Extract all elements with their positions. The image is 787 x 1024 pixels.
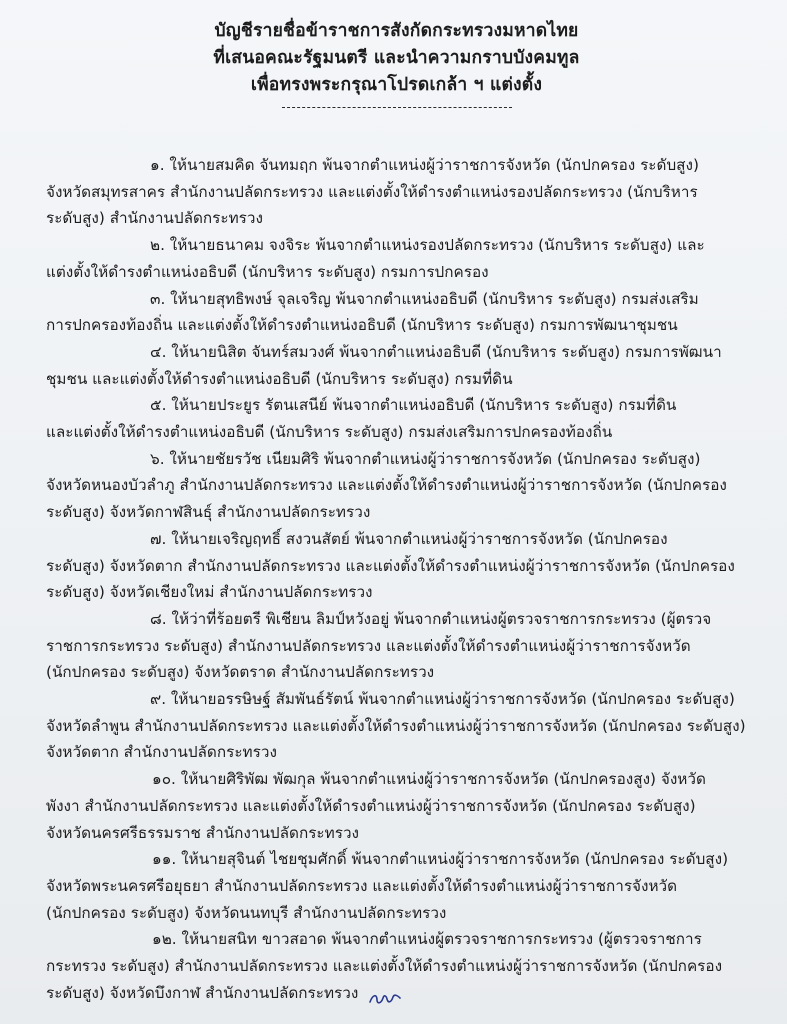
item-line: จังหวัดพระนครศรีอยุธยา สำนักงานปลัดกระทรวง และแต่งตั้งให้ดำรงตำแหน่งผู้ว่าราชการจังหวัด (46, 876, 678, 895)
title-line-1: บัญชีรายชื่อข้าราชการสังกัดกระทรวงมหาดไทย (214, 21, 579, 41)
item-line: ระดับสูง) จังหวัดกาฬสินธุ์ สำนักงานปลัดกระทรวง (46, 503, 371, 522)
item-line: ๑๐. ให้นายศิริพัฒ พัฒกุล พ้นจากตำแหน่งผู้ว่าราชการจังหวัด (นักปกครองสูง) จังหวัด (152, 770, 706, 789)
item-line: ๓. ให้นายสุทธิพงษ์ จุลเจริญ พ้นจากตำแหน่งอธิบดี (นักบริหาร ระดับสูง) กรมส่งเสริม (150, 289, 699, 308)
appointment-item-5 (46, 392, 747, 445)
item-line: ๕. ให้นายประยูร รัตนเสนีย์ พ้นจากตำแหน่งอธิบดี (นักบริหาร ระดับสูง) กรมที่ดิน (150, 396, 677, 415)
item-line: จังหวัดสมุทรสาคร สำนักงานปลัดกระทรวง และแต่งตั้งให้ดำรงตำแหน่งรองปลัดกระทรวง (นักบริหาร (46, 182, 698, 201)
item-line: (นักปกครอง ระดับสูง) จังหวัดนนทบุรี สำนักงานปลัดกระทรวง (46, 903, 447, 922)
item-line: การปกครองท้องถิ่น และแต่งตั้งให้ดำรงตำแหน่งอธิบดี (นักบริหาร ระดับสูง) กรมการพัฒนาชุมชน (46, 316, 678, 335)
item-line: ราชการกระทรวง ระดับสูง) สำนักงานปลัดกระทรวง และแต่งตั้งให้ดำรงตำแหน่งผู้ว่าราชการจังหวัด (46, 636, 691, 655)
item-line: ๗. ให้นายเจริญฤทธิ์ สงวนสัตย์ พ้นจากตำแหน่งผู้ว่าราชการจังหวัด (นักปกครอง (150, 529, 668, 548)
appointment-item-7 (46, 526, 747, 606)
appointment-item-6 (46, 446, 747, 526)
appointment-item-10 (46, 766, 747, 846)
item-line: และแต่งตั้งให้ดำรงตำแหน่งอธิบดี (นักบริหาร ระดับสูง) กรมส่งเสริมการปกครองท้องถิ่น (46, 423, 613, 442)
document-header (46, 18, 747, 108)
item-line: (นักปกครอง ระดับสูง) จังหวัดตราด สำนักงานปลัดกระทรวง (46, 663, 435, 682)
appointment-list (46, 152, 747, 1007)
appointment-item-3 (46, 286, 747, 339)
item-line: ๑๑. ให้นายสุจินต์ ไชยชุมศักดิ์ พ้นจากตำแหน่งผู้ว่าราชการจังหวัด (นักปกครอง ระดับสูง) (152, 850, 729, 869)
item-line: กระทรวง ระดับสูง) สำนักงานปลัดกระทรวง และแต่งตั้งให้ดำรงตำแหน่งผู้ว่าราชการจังหวัด (นักปกครอง (46, 957, 723, 976)
item-line: ระดับสูง) จังหวัดเชียงใหม่ สำนักงานปลัดกระทรวง (46, 583, 373, 602)
item-line: จังหวัดนครศรีธรรมราช สำนักงานปลัดกระทรวง (46, 823, 360, 842)
item-line: ระดับสูง) จังหวัดบึงกาฬ สำนักงานปลัดกระทรวง (46, 983, 359, 1002)
item-line: ระดับสูง) จังหวัดตาก สำนักงานปลัดกระทรวง และแต่งตั้งให้ดำรงตำแหน่งผู้ว่าราชการจังหวัด (นักปกครอง (46, 556, 735, 575)
item-line: ๘. ให้ว่าที่ร้อยตรี พิเชียน ลิมป์หวังอยู่ พ้นจากตำแหน่งผู้ตรวจราชการกระทรวง (ผู้ตรวจ (150, 609, 712, 628)
initial-signature (368, 986, 402, 1008)
appointment-item-11 (46, 846, 747, 926)
item-line: ๑๒. ให้นายสนิท ขาวสอาด พ้นจากตำแหน่งผู้ตรวจราชการกระทรวง (ผู้ตรวจราชการ (152, 930, 702, 949)
title-line-3: เพื่อทรงพระกรุณาโปรดเกล้า ฯ แต่งตั้ง (250, 75, 543, 95)
item-line: จังหวัดลำพูน สำนักงานปลัดกระทรวง และแต่งตั้งให้ดำรงตำแหน่งผู้ว่าราชการจังหวัด (นักปกครอง ระดับสูง) (46, 716, 746, 735)
item-line: ๑. ให้นายสมคิด จันทมฤก พ้นจากตำแหน่งผู้ว่าราชการจังหวัด (นักปกครอง ระดับสูง) (150, 156, 699, 174)
item-line: ๙. ให้นายอรรษิษฐ์ สัมพันธ์รัตน์ พ้นจากตำแหน่งผู้ว่าราชการจังหวัด (นักปกครอง ระดับสูง) (150, 690, 735, 709)
appointment-item-8 (46, 606, 747, 686)
title-divider (282, 107, 512, 108)
item-line: ๒. ให้นายธนาคม จงจิระ พ้นจากตำแหน่งรองปลัดกระทรวง (นักบริหาร ระดับสูง) และ (150, 236, 705, 255)
appointment-item-1 (46, 152, 747, 232)
item-line: ๖. ให้นายชัยรวัช เนียมศิริ พ้นจากตำแหน่งผู้ว่าราชการจังหวัด (นักปกครอง ระดับสูง) (150, 449, 701, 468)
item-line: ชุมชน และแต่งตั้งให้ดำรงตำแหน่งอธิบดี (นักบริหาร ระดับสูง) กรมที่ดิน (46, 369, 513, 388)
appointment-item-4 (46, 339, 747, 392)
title-line-2: ที่เสนอคณะรัฐมนตรี และนำความกราบบังคมทูล (213, 48, 580, 68)
item-line: จังหวัดตาก สำนักงานปลัดกระทรวง (46, 743, 277, 762)
appointment-item-9 (46, 686, 747, 766)
item-line: ระดับสูง) สำนักงานปลัดกระทรวง (46, 209, 263, 228)
item-line: ๔. ให้นายนิสิต จันทร์สมวงศ์ พ้นจากตำแหน่งอธิบดี (นักบริหาร ระดับสูง) กรมการพัฒนา (150, 342, 722, 361)
item-line: พังงา สำนักงานปลัดกระทรวง และแต่งตั้งให้ดำรงตำแหน่งผู้ว่าราชการจังหวัด (นักปกครอง ระดับสูง) (46, 796, 696, 815)
item-line: แต่งตั้งให้ดำรงตำแหน่งอธิบดี (นักบริหาร ระดับสูง) กรมการปกครอง (46, 262, 489, 281)
appointment-item-2 (46, 232, 747, 285)
item-line: จังหวัดหนองบัวลำภู สำนักงานปลัดกระทรวง และแต่งตั้งให้ดำรงตำแหน่งผู้ว่าราชการจังหวัด (นักปกครอง (46, 476, 727, 495)
